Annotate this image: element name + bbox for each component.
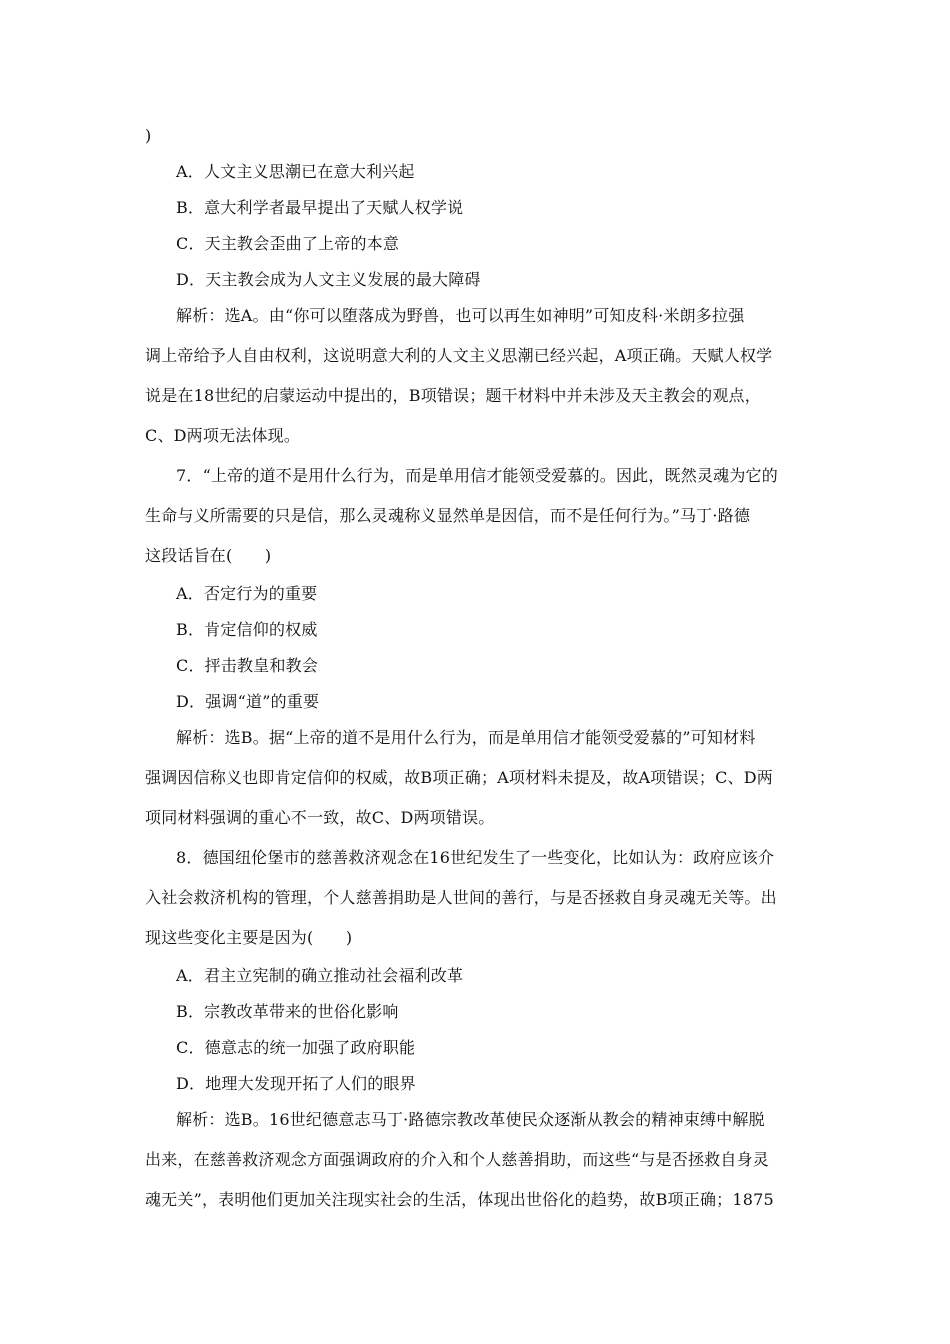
q7-option-b: B．肯定信仰的权威 — [176, 620, 318, 639]
q6-option-c: C．天主教会歪曲了上帝的本意 — [176, 234, 400, 253]
q8-stem-line-1: 8．德国纽伦堡市的慈善救济观念在16世纪发生了一些变化，比如认为：政府应该介 — [176, 848, 775, 867]
q7-stem-line-2: 生命与义所需要的只是信，那么灵魂称义显然单是因信，而不是任何行为。”马丁·路德 — [145, 506, 751, 525]
q7-option-a: A．否定行为的重要 — [176, 584, 318, 603]
q8-analysis-line-1: 解析：选B。16世纪德意志马丁·路德宗教改革使民众逐渐从教会的精神束缚中解脱 — [176, 1110, 765, 1129]
q6-analysis-line-1: 解析：选A。由“你可以堕落成为野兽，也可以再生如神明”可知皮科·米朗多拉强 — [176, 306, 745, 325]
q7-analysis-line-3: 项同材料强调的重心不一致，故C、D两项错误。 — [145, 808, 495, 827]
q6-option-a: A．人文主义思潮已在意大利兴起 — [176, 162, 415, 181]
q6-option-b: B．意大利学者最早提出了天赋人权学说 — [176, 198, 464, 217]
q7-stem-line-1: 7．“上帝的道不是用什么行为，而是单用信才能领受爱慕的。因此，既然灵魂为它的 — [176, 466, 778, 485]
q8-analysis-line-3: 魂无关”，表明他们更加关注现实社会的生活，体现出世俗化的趋势，故B项正确；1875 — [145, 1190, 774, 1209]
q8-option-b: B．宗教改革带来的世俗化影响 — [176, 1002, 399, 1021]
q8-option-d: D．地理大发现开拓了人们的眼界 — [176, 1074, 416, 1093]
q6-stem-tail: ) — [145, 126, 152, 145]
q6-analysis-line-4: C、D两项无法体现。 — [145, 426, 301, 445]
q8-analysis-line-2: 出来，在慈善救济观念方面强调政府的介入和个人慈善捐助，而这些“与是否拯救自身灵 — [145, 1150, 769, 1169]
q8-option-a: A．君主立宪制的确立推动社会福利改革 — [176, 966, 464, 985]
q8-stem-line-3: 现这些变化主要是因为( ) — [145, 928, 353, 947]
q6-option-d: D．天主教会成为人文主义发展的最大障碍 — [176, 270, 481, 289]
q8-option-c: C．德意志的统一加强了政府职能 — [176, 1038, 416, 1057]
q6-analysis-line-2: 调上帝给予人自由权利，这说明意大利的人文主义思潮已经兴起，A项正确。天赋人权学 — [145, 346, 773, 365]
q7-analysis-line-1: 解析：选B。据“上帝的道不是用什么行为，而是单用信才能领受爱慕的”可知材料 — [176, 728, 756, 747]
q7-option-c: C．抨击教皇和教会 — [176, 656, 319, 675]
q8-stem-line-2: 入社会救济机构的管理，个人慈善捐助是人世间的善行，与是否拯救自身灵魂无关等。出 — [145, 888, 777, 907]
q7-analysis-line-2: 强调因信称义也即肯定信仰的权威，故B项正确；A项材料未提及，故A项错误；C、D两 — [145, 768, 773, 787]
q7-option-d: D．强调“道”的重要 — [176, 692, 320, 711]
q6-analysis-line-3: 说是在18世纪的启蒙运动中提出的，B项错误；题干材料中并未涉及天主教会的观点， — [145, 386, 761, 405]
q7-stem-line-3: 这段话旨在( ) — [145, 546, 272, 565]
